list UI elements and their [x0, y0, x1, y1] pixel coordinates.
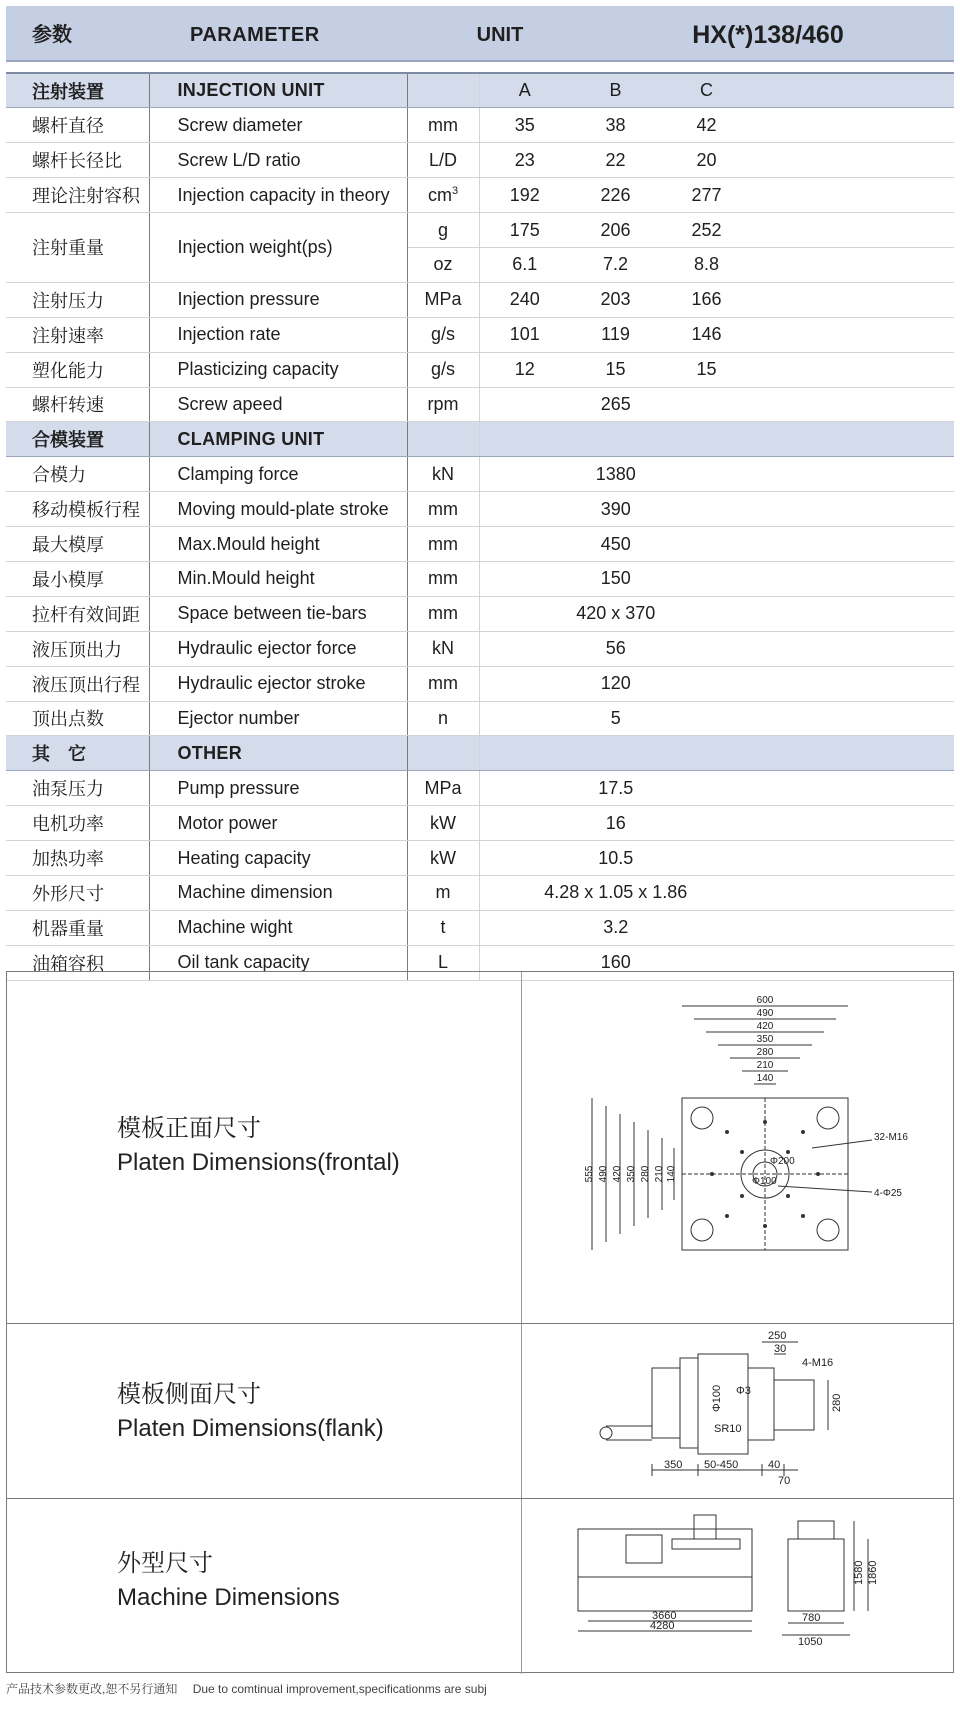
flank-label: [117, 1378, 384, 1446]
row-unit: rpm: [407, 387, 479, 422]
flank-label-en: Platen Dimensions(flank): [117, 1415, 384, 1442]
width-label: 490: [756, 1008, 774, 1019]
row-value-b: 38: [570, 108, 661, 143]
machine-outline-drawing: [522, 1499, 952, 1674]
row-value: 265: [479, 387, 752, 422]
flank-dim-label: 4-M16: [802, 1357, 834, 1369]
width-label: 350: [756, 1034, 774, 1045]
row-value-c: 277: [661, 178, 752, 213]
row-unit: MPa: [407, 771, 479, 806]
row-value: 17.5: [479, 771, 752, 806]
row-unit: MPa: [407, 282, 479, 317]
spacer-cell: [752, 317, 954, 352]
height-label: 140: [666, 1165, 677, 1183]
machine-dim-label: 1860: [867, 1560, 879, 1585]
row-label-en: Injection rate: [149, 317, 407, 352]
note-label: Φ100: [752, 1176, 777, 1187]
table-row: [6, 282, 954, 317]
section-injection: [6, 73, 954, 108]
row-value-b: 203: [570, 282, 661, 317]
table-row: [6, 178, 954, 213]
width-label: 280: [756, 1047, 774, 1058]
spacer-cell: [752, 247, 954, 282]
table-row: [6, 143, 954, 178]
row-unit: [407, 178, 479, 213]
row-label-en: Clamping force: [149, 457, 407, 492]
flank-label-cn: 模板侧面尺寸: [117, 1381, 261, 1408]
height-label: 490: [598, 1165, 609, 1183]
row-unit: L: [407, 945, 479, 980]
row-label-en: Injection weight(ps): [149, 213, 407, 283]
flank-drawing-row: [7, 1324, 953, 1499]
flank-figure: [521, 1324, 953, 1498]
row-value-a: 192: [479, 178, 570, 213]
row-label-en: Hydraulic ejector force: [149, 631, 407, 666]
flank-dim-label: 250: [768, 1330, 787, 1342]
spacer-cell: [752, 527, 954, 562]
spacer-cell: [752, 213, 954, 248]
table-header: [6, 6, 954, 62]
row-label-en: Motor power: [149, 806, 407, 841]
row-label-cn: 注射压力: [6, 282, 149, 317]
row-label-en: Machine wight: [149, 910, 407, 945]
spacer-cell: [752, 352, 954, 387]
row-value-c: 15: [661, 352, 752, 387]
row-unit: oz: [407, 247, 479, 282]
height-label: 420: [612, 1165, 623, 1183]
table-row: [6, 875, 954, 910]
row-label-en: Screw apeed: [149, 387, 407, 422]
row-label-cn: 螺杆转速: [6, 387, 149, 422]
spacer-cell: [752, 143, 954, 178]
machine-label-cn: 外型尺寸: [117, 1550, 213, 1577]
row-label-cn: 拉杆有效间距: [6, 596, 149, 631]
flank-dim-label: 350: [664, 1459, 683, 1471]
width-label: 420: [756, 1021, 774, 1032]
section-title-en: CLAMPING UNIT: [149, 422, 407, 457]
row-label-en: Oil tank capacity: [149, 945, 407, 980]
row-label-cn: 液压顶出力: [6, 631, 149, 666]
grade-b: B: [570, 73, 661, 108]
section-unit-cell: [407, 422, 479, 457]
spacer-cell: [752, 457, 954, 492]
flank-dim-label: 40: [768, 1459, 781, 1471]
row-value-c: 20: [661, 143, 752, 178]
header-unit: UNIT: [476, 24, 524, 46]
frontal-label: [117, 1112, 400, 1180]
table-row: [6, 317, 954, 352]
table-row: [6, 841, 954, 876]
row-unit: g/s: [407, 317, 479, 352]
section-title-en: INJECTION UNIT: [149, 73, 407, 108]
row-label-en: Screw L/D ratio: [149, 143, 407, 178]
row-label-en: Max.Mould height: [149, 527, 407, 562]
row-value-c: 166: [661, 282, 752, 317]
row-value-a: 12: [479, 352, 570, 387]
flank-dim-label: Φ3: [736, 1385, 751, 1397]
row-value-c: 42: [661, 108, 752, 143]
row-value: 5: [479, 701, 752, 736]
section-title-en: OTHER: [149, 736, 407, 771]
dimension-drawings: [6, 971, 954, 1673]
flank-platen-drawing: [522, 1324, 952, 1499]
row-label-cn: 液压顶出行程: [6, 666, 149, 701]
spacer-cell: [752, 841, 954, 876]
width-label: 140: [756, 1073, 774, 1084]
row-unit: t: [407, 910, 479, 945]
table-row: [6, 108, 954, 143]
machine-dim-label: 780: [802, 1612, 821, 1624]
section-unit-cell: [407, 73, 479, 108]
height-label: 280: [640, 1165, 651, 1183]
frontal-label-cn: 模板正面尺寸: [117, 1115, 261, 1142]
spacer-cell: [752, 701, 954, 736]
row-unit: mm: [407, 108, 479, 143]
row-label-en: Pump pressure: [149, 771, 407, 806]
table-row: [6, 631, 954, 666]
spacer-cell: [752, 282, 954, 317]
row-value-a: 6.1: [479, 247, 570, 282]
row-value: 10.5: [479, 841, 752, 876]
row-unit: kW: [407, 806, 479, 841]
width-label: 210: [756, 1060, 774, 1071]
machine-label: [117, 1547, 340, 1615]
row-label-cn: 最大模厚: [6, 527, 149, 562]
row-label-cn: 理论注射容积: [6, 178, 149, 213]
spacer-cell: [752, 596, 954, 631]
height-label: 210: [654, 1165, 665, 1183]
row-unit: g/s: [407, 352, 479, 387]
row-label-cn: 最小模厚: [6, 561, 149, 596]
row-label-cn: 电机功率: [6, 806, 149, 841]
spacer-cell: [752, 178, 954, 213]
row-value-a: 35: [479, 108, 570, 143]
header-parameter-cn: 参数: [32, 24, 72, 46]
table-row: [6, 701, 954, 736]
table-row: [6, 910, 954, 945]
spacer-cell: [752, 631, 954, 666]
row-value: 1380: [479, 457, 752, 492]
flank-dim-label: 280: [831, 1393, 843, 1412]
row-label-cn: 合模力: [6, 457, 149, 492]
spacer-cell: [752, 108, 954, 143]
table-row: [6, 213, 954, 248]
header-model: HX(*)138/460: [692, 21, 844, 49]
machine-figure: [521, 1499, 953, 1674]
row-label-en: Min.Mould height: [149, 561, 407, 596]
row-label-en: Space between tie-bars: [149, 596, 407, 631]
row-label-en: Plasticizing capacity: [149, 352, 407, 387]
row-label-en: Heating capacity: [149, 841, 407, 876]
row-label-cn: 注射速率: [6, 317, 149, 352]
note-label: Φ200: [770, 1156, 795, 1167]
row-value: 120: [479, 666, 752, 701]
row-label-en: Moving mould-plate stroke: [149, 492, 407, 527]
grade-c: C: [661, 73, 752, 108]
row-value: 420 x 370: [479, 596, 752, 631]
row-unit: kW: [407, 841, 479, 876]
row-label-en: Ejector number: [149, 701, 407, 736]
row-unit: mm: [407, 527, 479, 562]
flank-dim-label: Φ100: [711, 1384, 723, 1412]
section-other: [6, 736, 954, 771]
flank-dim-label: 70: [778, 1475, 791, 1487]
row-value: 4.28 x 1.05 x 1.86: [479, 875, 752, 910]
section-title-cn: 合模装置: [6, 422, 149, 457]
table-row: [6, 492, 954, 527]
row-unit: L/D: [407, 143, 479, 178]
row-unit: kN: [407, 631, 479, 666]
row-label-cn: 外形尺寸: [6, 875, 149, 910]
table-row: [6, 387, 954, 422]
spacer-cell: [752, 875, 954, 910]
row-unit: mm: [407, 666, 479, 701]
row-value-b: 22: [570, 143, 661, 178]
row-label-cn: 螺杆长径比: [6, 143, 149, 178]
machine-dim-label: 1050: [798, 1636, 823, 1648]
row-value: 16: [479, 806, 752, 841]
flank-dim-label: 50-450: [704, 1459, 739, 1471]
table-row: [6, 561, 954, 596]
height-label: 555: [584, 1165, 595, 1183]
row-value: 450: [479, 527, 752, 562]
section-clamping: [6, 422, 954, 457]
section-unit-cell: [407, 736, 479, 771]
table-row: [6, 806, 954, 841]
machine-drawing-row: [7, 1499, 953, 1674]
table-row: [6, 666, 954, 701]
row-label-en: Machine dimension: [149, 875, 407, 910]
frontal-drawing-row: [7, 972, 953, 1324]
row-label-cn: 注射重量: [6, 213, 149, 283]
row-value-c: 8.8: [661, 247, 752, 282]
row-label-cn: 加热功率: [6, 841, 149, 876]
spacer-cell: [752, 561, 954, 596]
machine-dim-label: 1580: [853, 1560, 865, 1585]
row-label-cn: 螺杆直径: [6, 108, 149, 143]
row-value-a: 101: [479, 317, 570, 352]
row-label-en: Screw diameter: [149, 108, 407, 143]
row-unit: kN: [407, 457, 479, 492]
row-label-cn: 油泵压力: [6, 771, 149, 806]
row-value-b: 15: [570, 352, 661, 387]
row-label-en: Injection pressure: [149, 282, 407, 317]
row-unit: m: [407, 875, 479, 910]
unit-superscript: 3: [451, 184, 459, 197]
machine-dim-label: 4280: [650, 1620, 675, 1632]
height-label: 350: [626, 1165, 637, 1183]
header-parameter-en: PARAMETER: [190, 24, 320, 46]
row-unit: mm: [407, 596, 479, 631]
footnote: [6, 1680, 487, 1697]
row-value-b: 206: [570, 213, 661, 248]
row-label-en: Injection capacity in theory: [149, 178, 407, 213]
row-value: 390: [479, 492, 752, 527]
table-row: [6, 457, 954, 492]
note-label: 32-M16: [874, 1132, 908, 1143]
row-value: 3.2: [479, 910, 752, 945]
row-value: 160: [479, 945, 752, 980]
section-value-cell: [479, 736, 954, 771]
machine-dim-label: 3660: [652, 1610, 677, 1622]
row-unit: g: [407, 213, 479, 248]
spacer-cell: [752, 806, 954, 841]
row-label-cn: 顶出点数: [6, 701, 149, 736]
frontal-label-en: Platen Dimensions(frontal): [117, 1149, 400, 1176]
row-label-cn: 机器重量: [6, 910, 149, 945]
row-value: 150: [479, 561, 752, 596]
row-value-a: 23: [479, 143, 570, 178]
row-unit: mm: [407, 561, 479, 596]
row-label-cn: 油箱容积: [6, 945, 149, 980]
unit-text: cm: [427, 184, 452, 205]
section-title-cn: 注射装置: [6, 73, 149, 108]
frontal-platen-drawing: [522, 972, 952, 1324]
footnote-cn: 产品技术参数更改,恕不另行通知: [6, 1682, 178, 1696]
note-label: 4-Φ25: [874, 1188, 902, 1199]
row-label-cn: 塑化能力: [6, 352, 149, 387]
spacer-cell: [752, 73, 954, 108]
row-value-b: 119: [570, 317, 661, 352]
row-value-a: 240: [479, 282, 570, 317]
machine-label-en: Machine Dimensions: [117, 1584, 340, 1611]
table-row: [6, 352, 954, 387]
spacer-cell: [752, 771, 954, 806]
section-value-cell: [479, 422, 954, 457]
row-value-c: 146: [661, 317, 752, 352]
section-title-cn: 其 它: [6, 736, 149, 771]
spacer-cell: [752, 492, 954, 527]
row-unit: n: [407, 701, 479, 736]
spec-table: [6, 72, 954, 981]
footnote-en: Due to comtinual improvement,specificationms are subj: [192, 1682, 487, 1696]
row-value-a: 175: [479, 213, 570, 248]
table-row: [6, 527, 954, 562]
table-row: [6, 771, 954, 806]
width-label: 600: [756, 995, 774, 1006]
spacer-cell: [752, 910, 954, 945]
spacer-cell: [752, 387, 954, 422]
row-value-b: 226: [570, 178, 661, 213]
row-value-b: 7.2: [570, 247, 661, 282]
frontal-figure: [521, 972, 953, 1323]
spacer-cell: [752, 666, 954, 701]
table-row: [6, 596, 954, 631]
grade-a: A: [479, 73, 570, 108]
row-label-en: Hydraulic ejector stroke: [149, 666, 407, 701]
flank-dim-label: SR10: [714, 1423, 742, 1435]
row-label-cn: 移动模板行程: [6, 492, 149, 527]
row-unit: mm: [407, 492, 479, 527]
row-value-c: 252: [661, 213, 752, 248]
flank-dim-label: 30: [774, 1343, 787, 1355]
row-value: 56: [479, 631, 752, 666]
